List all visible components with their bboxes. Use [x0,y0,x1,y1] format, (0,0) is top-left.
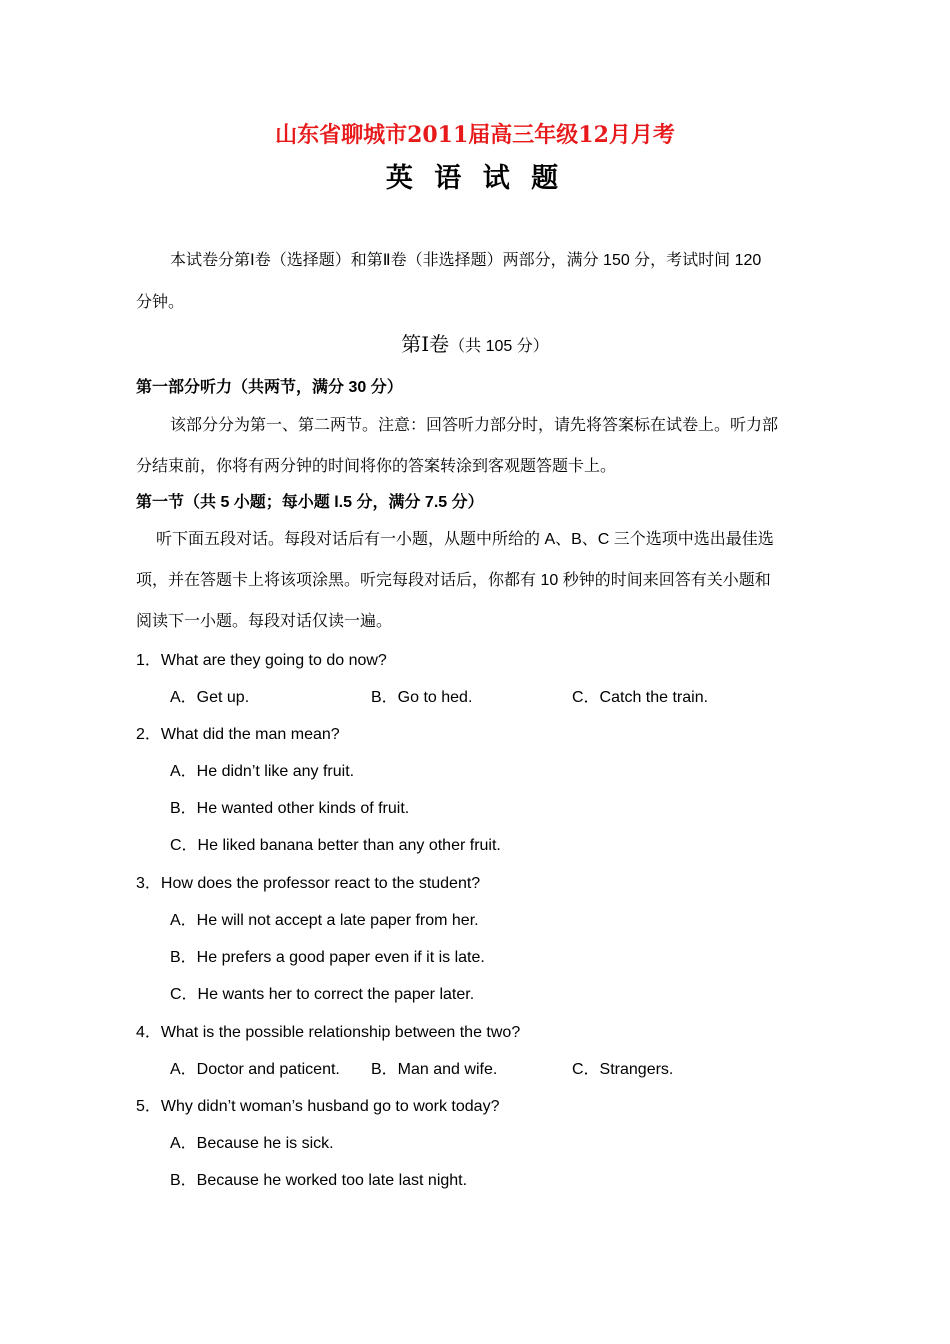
volume-title [0,328,950,357]
question-2-stem: 2．What did the man mean? [136,726,340,743]
question-3-option-c: C．He wants her to correct the paper later. [170,986,475,1003]
section1-instr-line-2: 项，并在答题卡上将该项涂黑。听完每段对话后，你都有 10 秒钟的时间来回答有关小题和 [136,572,771,589]
question-1-option-a: A．Get up. [170,689,250,706]
part1-note-line-2: 分结束前，你将有两分钟的时间将你的答案转涂到客观题答题卡上。 [136,458,617,475]
question-4-option-a: A．Doctor and paticent. [170,1061,340,1078]
exam-title: 山东省聊城市2011届高三年级12月月考 [275,122,675,148]
question-1-stem: 1．What are they going to do now? [136,652,387,669]
section1-instr-line-3: 阅读下一小题。每段对话仅读一遍。 [136,613,393,630]
intro-line-1: 本试卷分第Ⅰ卷（选择题）和第Ⅱ卷（非选择题）两部分，满分 150 分，考试时间 120 [170,252,762,269]
question-5-stem: 5．Why didn’t woman’s husband go to work today? [136,1098,500,1115]
volume-label: 第Ⅰ卷 [401,332,450,356]
question-1-option-c: C．Catch the train. [572,689,709,706]
question-5-option-b: B．Because he worked too late last night. [170,1172,468,1189]
section1-instr-line-1: 听下面五段对话。每段对话后有一小题，从题中所给的 A、B、C 三个选项中选出最佳选 [156,531,774,548]
part1-note-line-1: 该部分分为第一、第二两节。注意：回答听力部分时，请先将答案标在试卷上。听力部 [170,417,779,434]
question-3-option-a: A．He will not accept a late paper from her. [170,912,479,929]
question-3-stem: 3．How does the professor react to the student? [136,875,481,892]
volume-score: （共 105 分） [449,338,549,355]
intro-line-2: 分钟。 [136,294,185,311]
part1-heading: 第一部分听力（共两节，满分 30 分） [136,379,403,396]
question-4-option-b: B．Man and wife. [371,1061,498,1078]
question-2-option-a: A．He didn’t like any fruit. [170,763,355,780]
question-4-option-c: C．Strangers. [572,1061,674,1078]
exam-subtitle: 英 语 试 题 [385,163,565,194]
question-4-stem: 4．What is the possible relationship between the two? [136,1024,521,1041]
section1-heading: 第一节（共 5 小题；每小题 l.5 分，满分 7.5 分） [136,494,484,511]
question-5-option-a: A．Because he is sick. [170,1135,334,1152]
question-1-option-b: B．Go to hed. [371,689,473,706]
question-2-option-c: C．He liked banana better than any other fruit. [170,837,501,854]
question-3-option-b: B．He prefers a good paper even if it is late. [170,949,485,966]
question-2-option-b: B．He wanted other kinds of fruit. [170,800,410,817]
